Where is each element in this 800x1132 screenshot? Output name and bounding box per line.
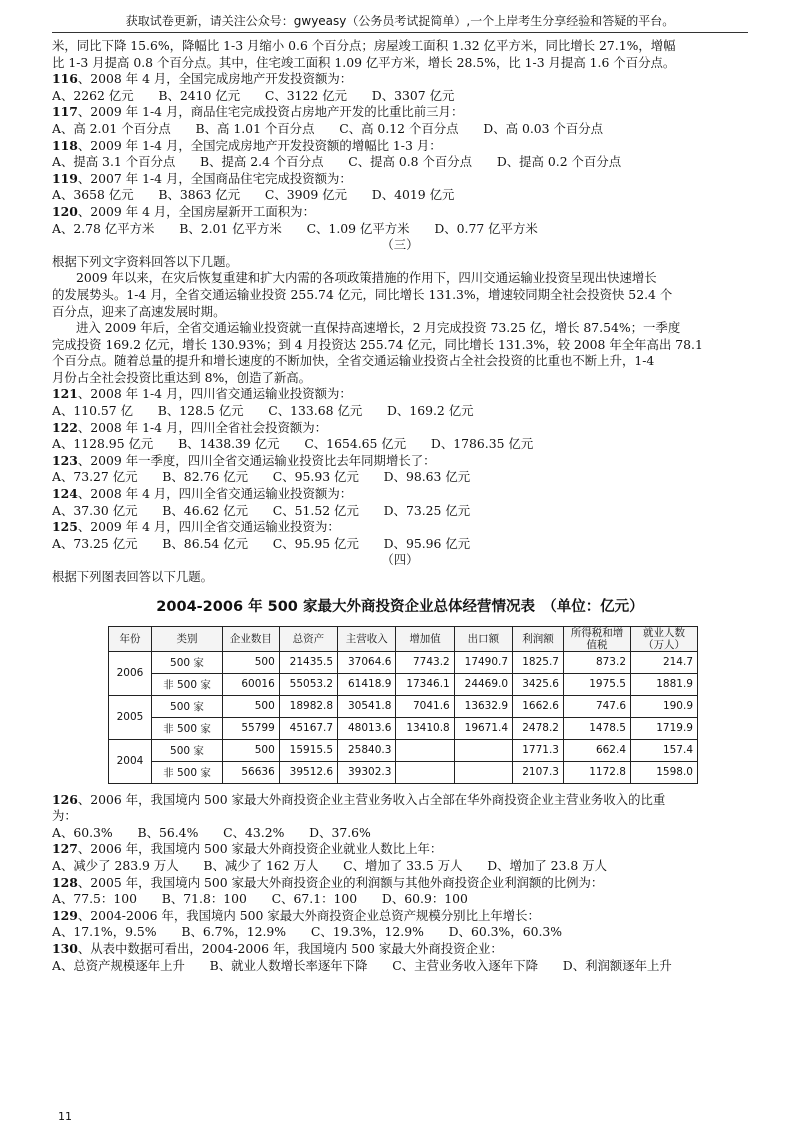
question-number: 116 [52,71,78,87]
value-cell: 1825.7 [513,651,564,673]
value-cell: 1598.0 [631,761,698,783]
question-126 [52,792,748,809]
question-number: 123 [52,452,78,468]
value-cell: 190.9 [631,695,698,717]
value-cell: 2107.3 [513,761,564,783]
category-cell: 非 500 家 [152,761,223,783]
table-row [109,651,698,673]
page-header: 获取试卷更新，请关注公众号：gwyeasy（公务员考试捉简单）,一个上岸考生分享经验和答疑的平台。 [125,14,675,28]
value-cell: 662.4 [564,739,631,761]
paragraph-line: 百分点，迎来了高速发展时期。 [52,303,226,319]
value-cell: 17490.7 [454,651,512,673]
question-stem-continuation: 为： [52,808,77,824]
paragraph-line: 完成投资 169.2 亿元，增长 130.93%；到 4 月投资达 255.74 亿元，同比增长 131.3%，较 2008 年全年高出 78.1 [52,336,703,352]
question-number: 128 [52,874,78,890]
question-122 [52,420,748,437]
question-129 [52,908,748,925]
value-cell [396,761,454,783]
section-heading: （三） [381,237,419,253]
header-taxes: 所得税和增值税 [564,626,631,651]
question-options: A、110.57 亿 B、128.5 亿元 C、133.68 亿元 D、169.2 亿元 [52,403,474,419]
question-options: A、73.27 亿元 B、82.76 亿元 C、95.93 亿元 D、98.63 亿元 [52,469,471,485]
value-cell: 21435.5 [279,651,337,673]
value-cell: 60016 [223,673,280,695]
question-number: 120 [52,203,78,219]
value-cell: 48013.6 [338,717,396,739]
question-number: 129 [52,907,78,923]
question-number: 118 [52,137,78,153]
section-intro: 根据下列图表回答以下几题。 [52,569,214,584]
question-stem: 、从表中数据可看出，2004-2006 年，我国境内 500 家最大外商投资企业： [77,940,503,956]
value-cell: 55799 [223,717,280,739]
value-cell [454,761,512,783]
document-body [52,38,748,974]
year-cell: 2005 [109,695,152,739]
question-130 [52,941,748,958]
question-options: A、77.5：100 B、71.8：100 C、67.1：100 D、60.9：100 [52,891,468,907]
category-cell: 500 家 [152,739,223,761]
question-stem: 、2006 年，我国境内 500 家最大外商投资企业就业人数比上年： [77,841,443,857]
question-options: A、减少了 283.9 万人 B、减少了 162 万人 C、增加了 33.5 万人 D、增加了 23.8 万人 [52,857,607,873]
header-employment: 就业人数（万人） [631,626,698,651]
header-profit: 利润额 [513,626,564,651]
question-number: 125 [52,519,78,535]
data-table [108,626,698,784]
question-stem: 、2008 年 4 月，全国完成房地产开发投资额为： [77,71,353,87]
question-options: A、2262 亿元 B、2410 亿元 C、3122 亿元 D、3307 亿元 [52,87,455,103]
value-cell: 25840.3 [338,739,396,761]
value-cell: 13632.9 [454,695,512,717]
header-value-added: 增加值 [396,626,454,651]
value-cell: 157.4 [631,739,698,761]
question-116 [52,71,748,88]
table-header-row [109,626,698,651]
category-cell: 非 500 家 [152,717,223,739]
question-number: 130 [52,940,78,956]
question-120 [52,204,748,221]
value-cell: 37064.6 [338,651,396,673]
question-number: 117 [52,104,78,120]
paragraph-line: 2009 年以来，在灾后恢复重建和扩大内需的各项政策措施的作用下，四川交通运输业投资呈现出快速增长 [76,270,657,286]
paragraph-line: 进入 2009 年后，全省交通运输业投资就一直保持高速增长，2 月完成投资 73.25 亿，增长 87.54%；一季度 [76,320,681,336]
question-options: A、提高 3.1 个百分点 B、提高 2.4 个百分点 C、提高 0.8 个百分点 D、提高 0.2 个百分点 [52,154,622,170]
value-cell: 2478.2 [513,717,564,739]
question-125 [52,519,748,536]
question-options: A、17.1%，9.5% B、6.7%，12.9% C、19.3%，12.9% D、60.3%，60.3% [52,924,563,940]
table-row [109,695,698,717]
value-cell [454,739,512,761]
value-cell: 61418.9 [338,673,396,695]
table-row [109,739,698,761]
header-category: 类别 [152,626,223,651]
question-options: A、3658 亿元 B、3863 亿元 C、3909 亿元 D、4019 亿元 [52,187,455,203]
category-cell: 500 家 [152,651,223,673]
question-options: A、2.78 亿平方米 B、2.01 亿平方米 C、1.09 亿平方米 D、0.77 亿平方米 [52,220,538,236]
value-cell: 873.2 [564,651,631,673]
value-cell: 747.6 [564,695,631,717]
value-cell: 45167.7 [279,717,337,739]
page-number: 11 [58,1110,72,1123]
question-options: A、60.3% B、56.4% C、43.2% D、37.6% [52,824,371,840]
header-enterprises: 企业数目 [223,626,280,651]
question-118 [52,138,748,155]
value-cell: 1719.9 [631,717,698,739]
question-128 [52,875,748,892]
value-cell: 19671.4 [454,717,512,739]
question-stem: 、2008 年 1-4 月，四川全省社会投资额为： [77,419,328,435]
value-cell: 500 [223,739,280,761]
question-123 [52,453,748,470]
value-cell [396,739,454,761]
question-124 [52,486,748,503]
value-cell: 1478.5 [564,717,631,739]
category-cell: 非 500 家 [152,673,223,695]
value-cell: 3425.6 [513,673,564,695]
header-year: 年份 [109,626,152,651]
question-options: A、37.30 亿元 B、46.62 亿元 C、51.52 亿元 D、73.25 亿元 [52,502,471,518]
paragraph-line: 的发展势头。1-4 月，全省交通运输业投资 255.74 亿元，同比增长 131.3%，增速较同期全社会投资快 52.4 个 [52,286,673,302]
value-cell: 1771.3 [513,739,564,761]
question-options: A、1128.95 亿元 B、1438.39 亿元 C、1654.65 亿元 D、1786.35 亿元 [52,436,534,452]
question-stem: 、2009 年一季度，四川全省交通运输业投资比去年同期增长了： [77,452,436,468]
value-cell: 24469.0 [454,673,512,695]
question-117 [52,104,748,121]
question-stem: 、2005 年，我国境内 500 家最大外商投资企业的利润额与其他外商投资企业利润额的比例为： [77,874,604,890]
section-heading: （四） [381,552,419,568]
table-row [109,673,698,695]
value-cell: 1881.9 [631,673,698,695]
question-119 [52,171,748,188]
value-cell: 500 [223,695,280,717]
value-cell: 15915.5 [279,739,337,761]
paragraph-line: 月份占全社会投资比重达到 8%，创造了新高。 [52,369,312,385]
header-divider [52,32,748,33]
paragraph-line: 个百分点。随着总量的提升和增长速度的不断加快，全省交通运输业投资占全社会投资的比重也不断上升，1-4 [52,353,655,369]
header-exports: 出口额 [454,626,512,651]
value-cell: 56636 [223,761,280,783]
value-cell: 30541.8 [338,695,396,717]
value-cell: 1975.5 [564,673,631,695]
question-number: 119 [52,170,78,186]
question-127 [52,841,748,858]
value-cell: 7743.2 [396,651,454,673]
question-stem: 、2009 年 4 月，四川全省交通运输业投资为： [77,519,340,535]
value-cell: 39302.3 [338,761,396,783]
table-row [109,761,698,783]
question-number: 124 [52,486,78,502]
question-stem: 、2009 年 1-4 月，商品住宅完成投资占房地产开发的比重比前三月： [77,104,464,120]
value-cell: 1172.8 [564,761,631,783]
category-cell: 500 家 [152,695,223,717]
question-stem: 、2008 年 4 月，四川全省交通运输业投资额为： [77,486,353,502]
section-intro: 根据下列文字资料回答以下几题。 [52,253,238,269]
table-title: 2004-2006 年 500 家最大外商投资企业总体经营情况表 （单位：亿元） [156,598,644,615]
question-number: 122 [52,419,78,435]
value-cell: 17346.1 [396,673,454,695]
question-options: A、总资产规模逐年上升 B、就业人数增长率逐年下降 C、主营业务收入逐年下降 D、利润额逐年上升 [52,957,672,973]
question-options: A、高 2.01 个百分点 B、高 1.01 个百分点 C、高 0.12 个百分点 D、高 0.03 个百分点 [52,120,604,136]
data-table-block [52,596,748,784]
question-stem: 、2009 年 1-4 月，全国完成房地产开发投资额的增幅比 1-3 月： [77,137,442,153]
value-cell: 13410.8 [396,717,454,739]
text-line: 比 1-3 月提高 0.8 个百分点。其中，住宅竣工面积 1.09 亿平方米，增长 28.5%，比 1-3 月提高 1.6 个百分点。 [52,54,676,70]
value-cell: 18982.8 [279,695,337,717]
question-number: 121 [52,386,78,402]
year-cell: 2006 [109,651,152,695]
year-cell: 2004 [109,739,152,783]
value-cell: 214.7 [631,651,698,673]
value-cell: 39512.6 [279,761,337,783]
value-cell: 7041.6 [396,695,454,717]
value-cell: 500 [223,651,280,673]
header-main-revenue: 主营收入 [338,626,396,651]
question-options: A、73.25 亿元 B、86.54 亿元 C、95.95 亿元 D、95.96 亿元 [52,535,471,551]
question-stem: 、2007 年 1-4 月，全国商品住宅完成投资额为： [77,170,352,186]
question-stem: 、2004-2006 年，我国境内 500 家最大外商投资企业总资产规模分别比上年增长： [77,907,540,923]
table-row [109,717,698,739]
question-stem: 、2006 年，我国境内 500 家最大外商投资企业主营业务收入占全部在华外商投资企业主营业务收入的比重 [77,791,666,807]
question-number: 126 [52,791,78,807]
question-stem: 、2009 年 4 月，全国房屋新开工面积为： [77,203,315,219]
question-121 [52,386,748,403]
text-line: 米，同比下降 15.6%，降幅比 1-3 月缩小 0.6 个百分点；房屋竣工面积 1.32 亿平方米，同比增长 27.1%，增幅 [52,38,676,53]
value-cell: 1662.6 [513,695,564,717]
value-cell: 55053.2 [279,673,337,695]
header-total-assets: 总资产 [279,626,337,651]
question-stem: 、2008 年 1-4 月，四川省交通运输业投资额为： [77,386,352,402]
question-number: 127 [52,841,78,857]
